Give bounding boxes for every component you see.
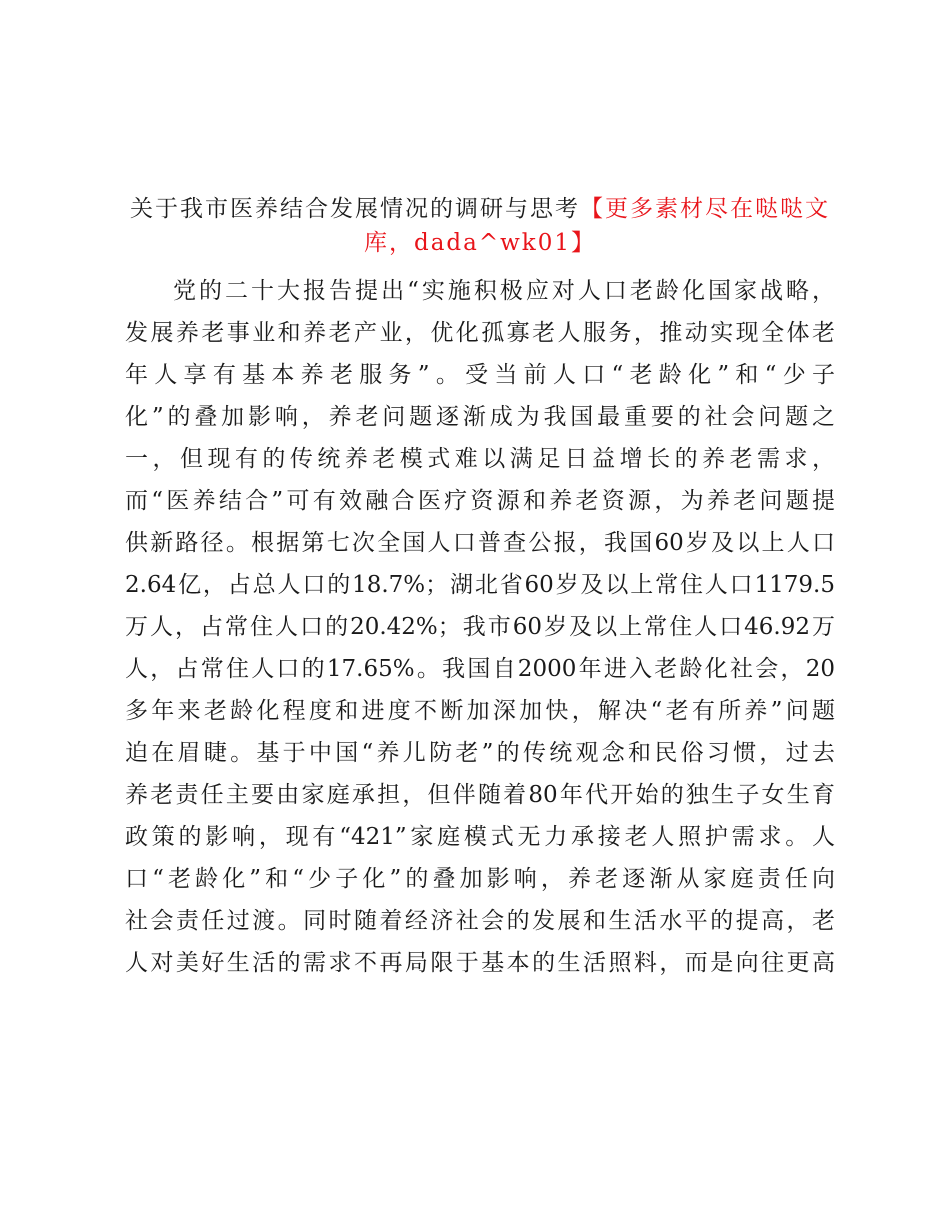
paragraph-line: 多年来老龄化程度和进度不断加深加快，解决“老有所养”问题 <box>125 698 835 724</box>
paragraph-line: 社会责任过渡。同时随着经济社会的发展和生活水平的提高，老 <box>125 908 835 934</box>
paragraph-line: 化”的叠加影响，养老问题逐渐成为我国最重要的社会问题之 <box>125 404 835 430</box>
document-content <box>125 192 835 984</box>
paragraph-line: 人对美好生活的需求不再局限于基本的生活照料，而是向往更高 <box>125 950 835 976</box>
paragraph-line: 2.64亿，占总人口的18.7%；湖北省60岁及以上常住人口1179.5 <box>125 572 835 598</box>
paragraph-line: 一，但现有的传统养老模式难以满足日益增长的养老需求， <box>125 446 835 472</box>
paragraph-line: 党的二十大报告提出“实施积极应对人口老龄化国家战略， <box>173 278 835 304</box>
paragraph-line: 养老责任主要由家庭承担，但伴随着80年代开始的独生子女生育 <box>125 782 835 808</box>
paragraph-line: 人，占常住人口的17.65%。我国自2000年进入老龄化社会，20 <box>125 656 835 682</box>
title-promo-text-1: 【更多素材尽在哒哒文 <box>580 196 830 222</box>
paragraph-line: 迫在眉睫。基于中国“养儿防老”的传统观念和民俗习惯，过去 <box>125 740 835 766</box>
paragraph-line: 发展养老事业和养老产业，优化孤寡老人服务，推动实现全体老 <box>125 320 835 346</box>
paragraph-line: 而“医养结合”可有效融合医疗资源和养老资源，为养老问题提 <box>125 488 835 514</box>
title-line-1 <box>125 192 835 226</box>
body-paragraph <box>125 270 835 984</box>
title-promo-text-2: 库，dada^wk01】 <box>363 230 597 256</box>
paragraph-line: 年人享有基本养老服务”。受当前人口“老龄化”和“少子 <box>125 362 835 388</box>
paragraph-line: 政策的影响，现有“421”家庭模式无力承接老人照护需求。人 <box>125 824 835 850</box>
paragraph-line: 口“老龄化”和“少子化”的叠加影响，养老逐渐从家庭责任向 <box>125 866 835 892</box>
paragraph-line: 供新路径。根据第七次全国人口普查公报，我国60岁及以上人口 <box>125 530 835 556</box>
document-title <box>125 192 835 260</box>
paragraph-line: 万人，占常住人口的20.42%；我市60岁及以上常住人口46.92万 <box>125 614 835 640</box>
title-main-text: 关于我市医养结合发展情况的调研与思考 <box>130 196 580 222</box>
